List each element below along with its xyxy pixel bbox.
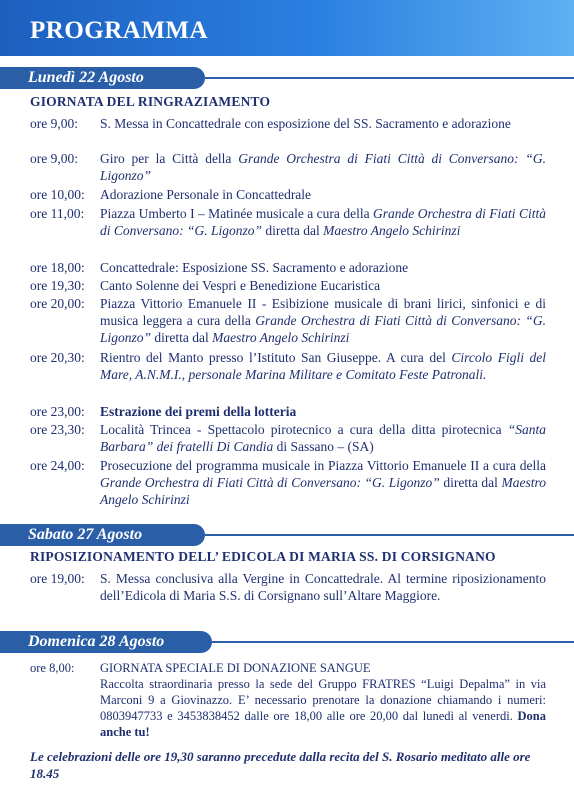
text-run: Maestro Angelo Schirinzi: [100, 475, 546, 507]
event-description: [100, 457, 546, 508]
text-run: diretta dal: [151, 330, 213, 345]
event-time: ore 9,00:: [30, 116, 78, 131]
header-band: [0, 0, 574, 56]
event-row: [30, 277, 546, 294]
text-run: Località Trincea - Spettacolo pirotecnico a cura della ditta pirotecnica: [100, 422, 508, 437]
event-time: ore 10,00:: [30, 187, 85, 202]
event-time: ore 23,30:: [30, 422, 85, 437]
event-row: [30, 186, 546, 203]
section-heading: RIPOSIZIONAMENTO DELL’ EDICOLA DI MARIA SS. DI CORSIGNANO: [30, 549, 496, 564]
event-description: [100, 150, 546, 184]
text-run: Giro per la Città della: [100, 151, 239, 166]
day-label-sunday: Domenica 28 Agosto: [0, 631, 212, 653]
event-row: [30, 403, 546, 420]
event-description: [100, 295, 546, 346]
event-description: [100, 676, 546, 740]
event-row: [30, 205, 546, 239]
event-description: [100, 205, 546, 239]
event-description: [100, 403, 546, 420]
text-run: Adorazione Personale in Concattedrale: [100, 187, 312, 202]
text-run: Grande Orchestra di Fiati Città di Conversano: “G. Ligonzo”: [100, 151, 546, 183]
text-run: Dona anche tu!: [100, 709, 546, 739]
event-time: ore 20,00:: [30, 296, 85, 311]
footer-note: Le celebrazioni delle ore 19,30 saranno precedute dalla recita del S. Rosario meditato alle ore 18.45: [30, 749, 531, 781]
text-run: di Sassano – (SA): [273, 439, 374, 454]
event-time: ore 19,30:: [30, 278, 85, 293]
event-description: [100, 186, 546, 203]
divider-line: [205, 77, 574, 79]
text-run: Circolo Figli del Mare, A.N.M.I., personale Marina Militare e Comitato Feste Patronali.: [100, 350, 546, 382]
page-title: PROGRAMMA: [30, 17, 209, 44]
text-run: Canto Solenne dei Vespri e Benedizione Eucaristica: [100, 278, 381, 293]
event-row: [30, 676, 546, 740]
text-run: Rientro del Manto presso l’Istituto San Giuseppe. A cura del: [100, 350, 452, 365]
event-description: [100, 259, 546, 276]
text-run: Grande Orchestra di Fiati Città di Conversano: “G. Ligonzo”: [100, 206, 546, 238]
event-row: [30, 570, 546, 604]
event-row: [30, 115, 546, 132]
event-row: [30, 295, 546, 346]
event-description: [100, 115, 546, 132]
event-description: [100, 277, 546, 294]
event-time: [30, 676, 100, 740]
event-time: ore 9,00:: [30, 151, 78, 166]
event-time: ore 24,00:: [30, 458, 85, 473]
event-time: ore 8,00:: [30, 661, 75, 675]
text-run: Maestro Angelo Schirinzi: [323, 223, 461, 238]
event-time: ore 20,30:: [30, 350, 85, 365]
divider-line: [205, 534, 574, 536]
event-time: ore 19,00:: [30, 571, 85, 586]
event-time: ore 18,00:: [30, 260, 85, 275]
event-row: [30, 349, 546, 383]
event-row: [30, 660, 546, 676]
text-run: Prosecuzione del programma musicale in Piazza Vittorio Emanuele II a cura della: [100, 458, 546, 473]
text-run: Piazza Umberto I – Matinée musicale a cura della: [100, 206, 374, 221]
text-run: GIORNATA SPECIALE DI DONAZIONE SANGUE: [100, 661, 371, 675]
text-run: Piazza Vittorio Emanuele II - Esibizione musicale di brani lirici, sinfonici e di musica leggera a cura della: [100, 296, 546, 328]
text-run: Raccolta straordinaria presso la sede del Gruppo FRATRES “Luigi Depalma” in via Marconi 9 a Giovinazzo. E’ necessario prenotare la donazione chiamando i numeri: 0803947733 e 3453838452 dalle ore 18,00 alle ore 20,00 dal lunedì al venerdì.: [100, 677, 546, 723]
day-label-saturday: Sabato 27 Agosto: [0, 524, 205, 546]
text-run: Estrazione dei premi della lotteria: [100, 404, 297, 419]
text-run: Concattedrale: Esposizione SS. Sacramento e adorazione: [100, 260, 409, 275]
section-heading: GIORNATA DEL RINGRAZIAMENTO: [30, 94, 271, 109]
text-run: diretta dal: [262, 223, 324, 238]
event-row: [30, 457, 546, 508]
event-description: [100, 421, 546, 455]
day-label-monday: Lunedì 22 Agosto: [0, 67, 205, 89]
event-time: ore 23,00:: [30, 404, 85, 419]
event-description: [100, 349, 546, 383]
text-run: S. Messa in Concattedrale con esposizione del SS. Sacramento e adorazione: [100, 116, 511, 131]
event-description: [100, 570, 546, 604]
divider-line: [212, 641, 574, 643]
text-run: Maestro Angelo Schirinzi: [212, 330, 350, 345]
event-row: [30, 421, 546, 455]
text-run: diretta dal: [439, 475, 502, 490]
text-run: “Santa Barbara” dei fratelli Di Candia: [100, 422, 546, 454]
text-run: S. Messa conclusiva alla Vergine in Concattedrale. Al termine riposizionamento dell’Edicola di Maria S.S. di Corsignano sull’Altare Maggiore.: [100, 571, 546, 603]
event-description: [100, 660, 546, 676]
event-row: [30, 259, 546, 276]
text-run: Grande Orchestra di Fiati Città di Conversano: “G. Ligonzo”: [100, 475, 440, 490]
event-row: [30, 150, 546, 184]
text-run: Grande Orchestra di Fiati Città di Conversano: “G. Ligonzo”: [100, 313, 546, 345]
event-time: ore 11,00:: [30, 206, 85, 221]
